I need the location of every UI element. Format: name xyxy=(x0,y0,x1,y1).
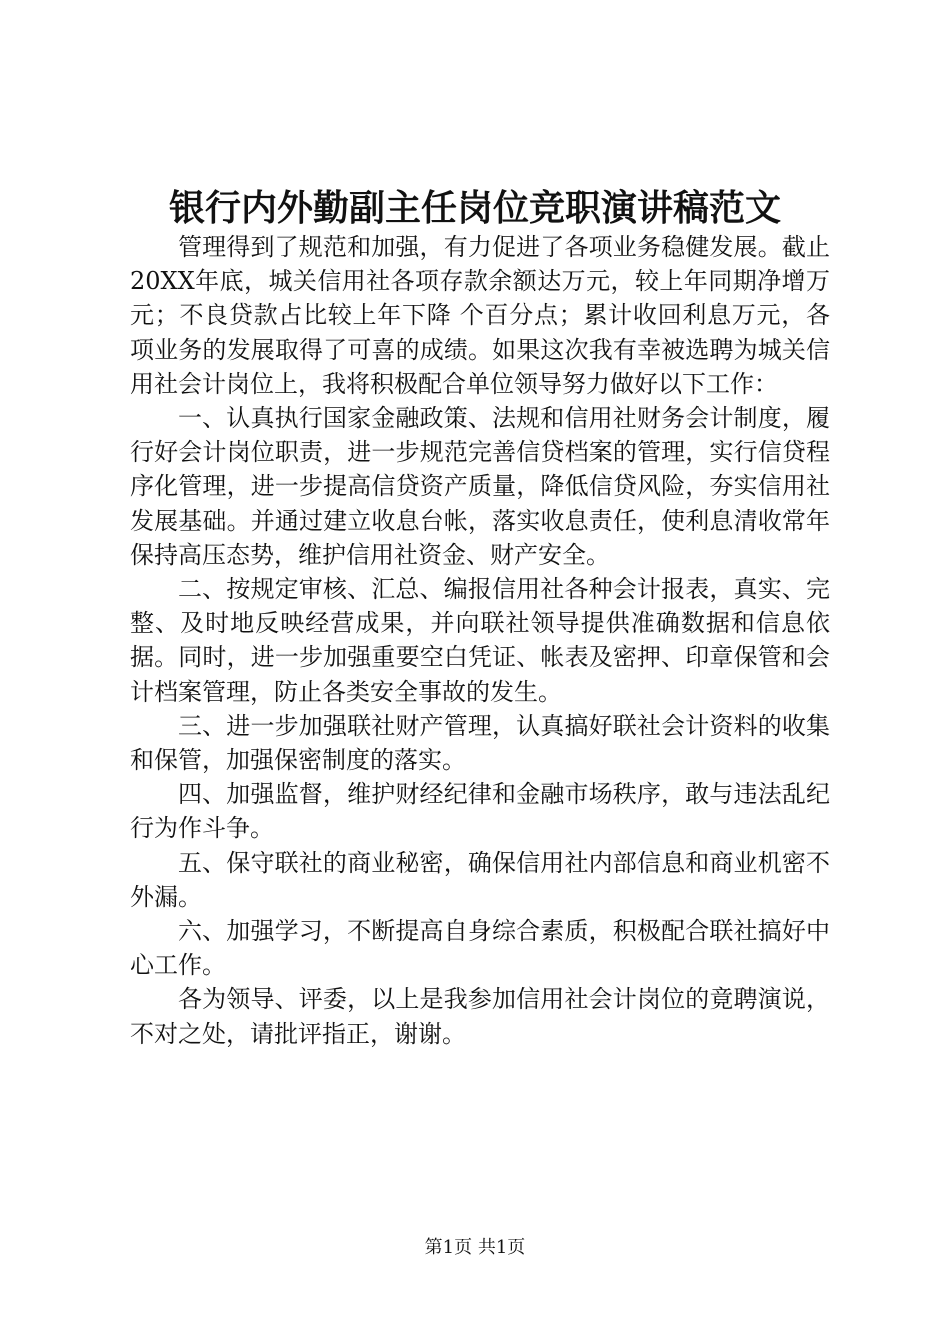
paragraph-item-1: 一、认真执行国家金融政策、法规和信用社财务会计制度，履行好会计岗位职责，进一步规范完善信贷档案的管理，实行信贷程序化管理，进一步提高信贷资产质量，降低信贷风险，夯实信用社发展基础。并通过建立收息台帐，落实收息责任，使利息清收常年保持高压态势，维护信用社资金、财产安全。 xyxy=(130,404,830,569)
paragraph-item-4: 四、加强监督，维护财经纪律和金融市场秩序，敢与违法乱纪行为作斗争。 xyxy=(130,780,830,843)
paragraph-item-5: 五、保守联社的商业秘密，确保信用社内部信息和商业机密不外漏。 xyxy=(130,848,830,911)
paragraph-item-3: 三、进一步加强联社财产管理，认真搞好联社会计资料的收集和保管，加强保密制度的落实。 xyxy=(130,711,830,775)
paragraph-closing: 各为领导、评委，以上是我参加信用社会计岗位的竟聘演说，不对之处，请批评指正，谢谢。 xyxy=(130,985,830,1048)
paragraph-intro: 管理得到了规范和加强，有力促进了各项业务稳健发展。截止20XX年底，城关信用社各项存款余额达万元，较上年同期净增万元；不良贷款占比较上年下降 个百分点；累计收回利息万元，各项业务的发展取得了可喜的成绩。如果这次我有幸被选聘为城关信用社会计岗位上，我将积极配合单位领导努力做好以下工作： xyxy=(130,233,830,398)
paragraph-item-2: 二、按规定审核、汇总、编报信用社各种会计报表，真实、完整、及时地反映经营成果，并向联社领导提供准确数据和信息依据。同时，进一步加强重要空白凭证、帐表及密押、印章保管和会计档案管理，防止各类安全事故的发生。 xyxy=(130,575,830,706)
page-footer: 第1页 共1页 xyxy=(424,1237,526,1258)
document-title: 银行内外勤副主任岗位竞职演讲稿范文 xyxy=(168,187,781,229)
document-body xyxy=(130,230,830,1051)
paragraph-item-6: 六、加强学习，不断提高自身综合素质，积极配合联社搞好中心工作。 xyxy=(130,917,830,980)
